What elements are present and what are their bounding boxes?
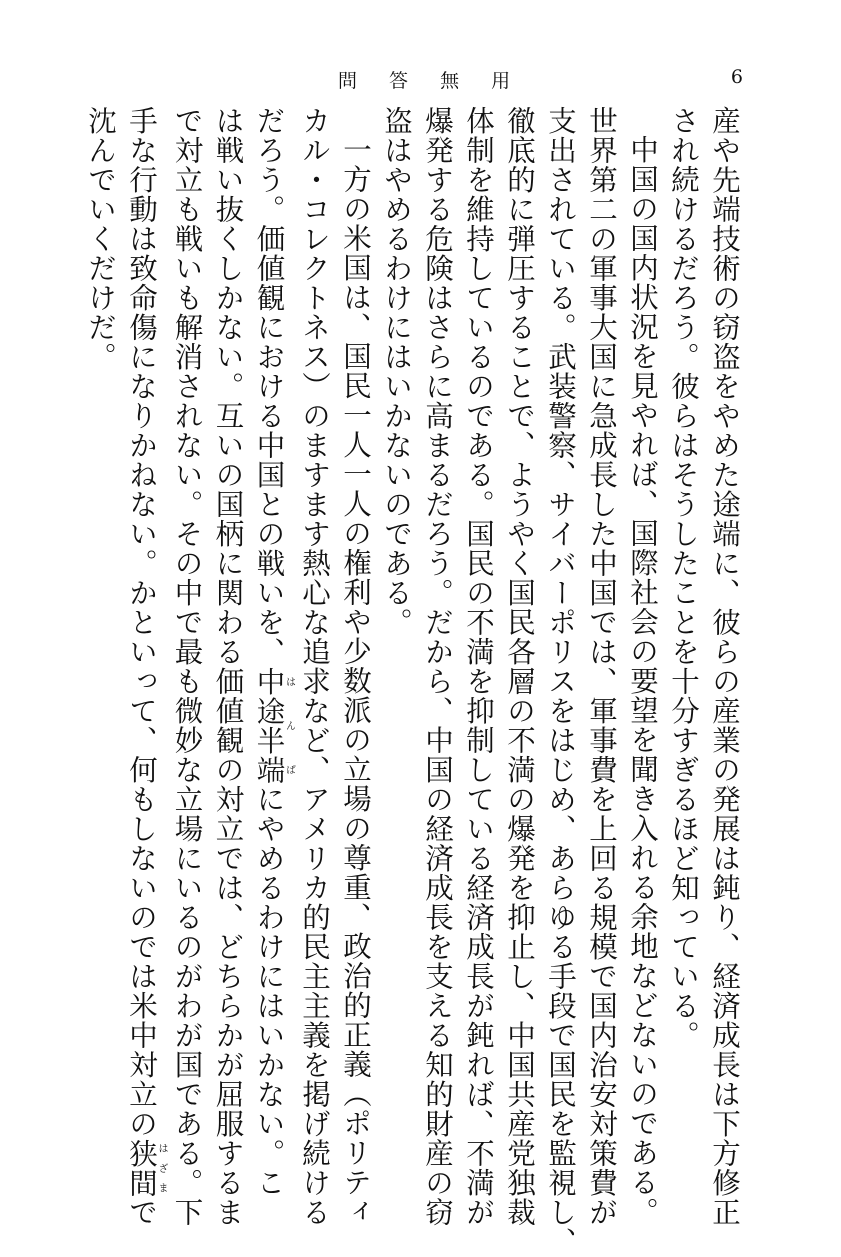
text-line: 産や先端技術の窃盗をやめた途端に、彼らの産業の発展は鈍り、経済成長は下方修正 [708,106,741,1227]
text-line: 爆発する危険はさらに高まるだろう。だから、中国の経済成長を支える知的財産の窃 [421,106,454,1227]
text-fragment: で [125,1197,158,1227]
text-line: 世界第二の軍事大国に急成長した中国では、軍事費を上回る規模で国内治安対策費が [585,106,618,1227]
ruby-base: 狭間 [125,1138,158,1198]
ruby-hazama [125,1138,167,1198]
paragraph [80,106,376,1227]
ruby-reading: はんぱ [283,666,295,785]
ruby-reading: はざま [156,1138,167,1198]
text-line: 体制を維持しているのである。国民の不満を抑制している経済成長が鈍れば、不満が [462,106,495,1227]
text-line: 徹底的に弾圧することで、ようやく国民各層の不満の爆発を抑止し、中国共産党独裁 [503,106,536,1227]
text-line: 盗はやめるわけにはいかないのである。 [380,106,413,637]
text-line: され続けるだろう。彼らはそうしたことを十分すぎるほど知っている。 [667,106,700,1050]
text-fragment: にやめるわけにはいかない。こ [252,784,286,1198]
text-line: 一方の米国は、国民一人一人の権利や少数派の立場の尊重、政治的正義（ポリティ [339,134,372,1226]
text-line: は戦い抜くしかない。互いの国柄に関わる価値観の対立では、どちらかが屈服するま [211,106,245,1227]
text-line: 沈んでいくだけだ。 [84,106,117,372]
text-fragment: だろう。価値観における中国との戦いを、 [252,106,286,667]
running-title: 問 答 無 用 [338,70,524,92]
text-line: 中国の国内状況を見やれば、国際社会の要望を聞き入れる余地などないのである。 [626,134,659,1226]
paragraph [376,106,663,1257]
text-line: で対立も戦いも解消されない。その中で最も微妙な立場にいるのがわが国である。下 [170,106,204,1227]
text-line: 支出されている。武装警察、サイバーポリスをはじめ、あらゆる手段で国民を監視し、 [544,106,577,1257]
ruby-hanpa [252,666,295,785]
text-line [121,106,167,1227]
vertical-body-text [84,106,745,1257]
text-fragment: 手な行動は致命傷になりかねない。かといって、何もしないのでは米中対立の [125,106,158,1139]
text-line [249,106,295,1198]
paragraph [663,106,745,1227]
page-number: 6 [730,66,743,88]
text-line: カル・コレクトネス）のますます熱心な追求など、アメリカ的民主主義を掲げ続ける [298,106,331,1227]
ruby-base: 中途半端 [252,666,286,785]
